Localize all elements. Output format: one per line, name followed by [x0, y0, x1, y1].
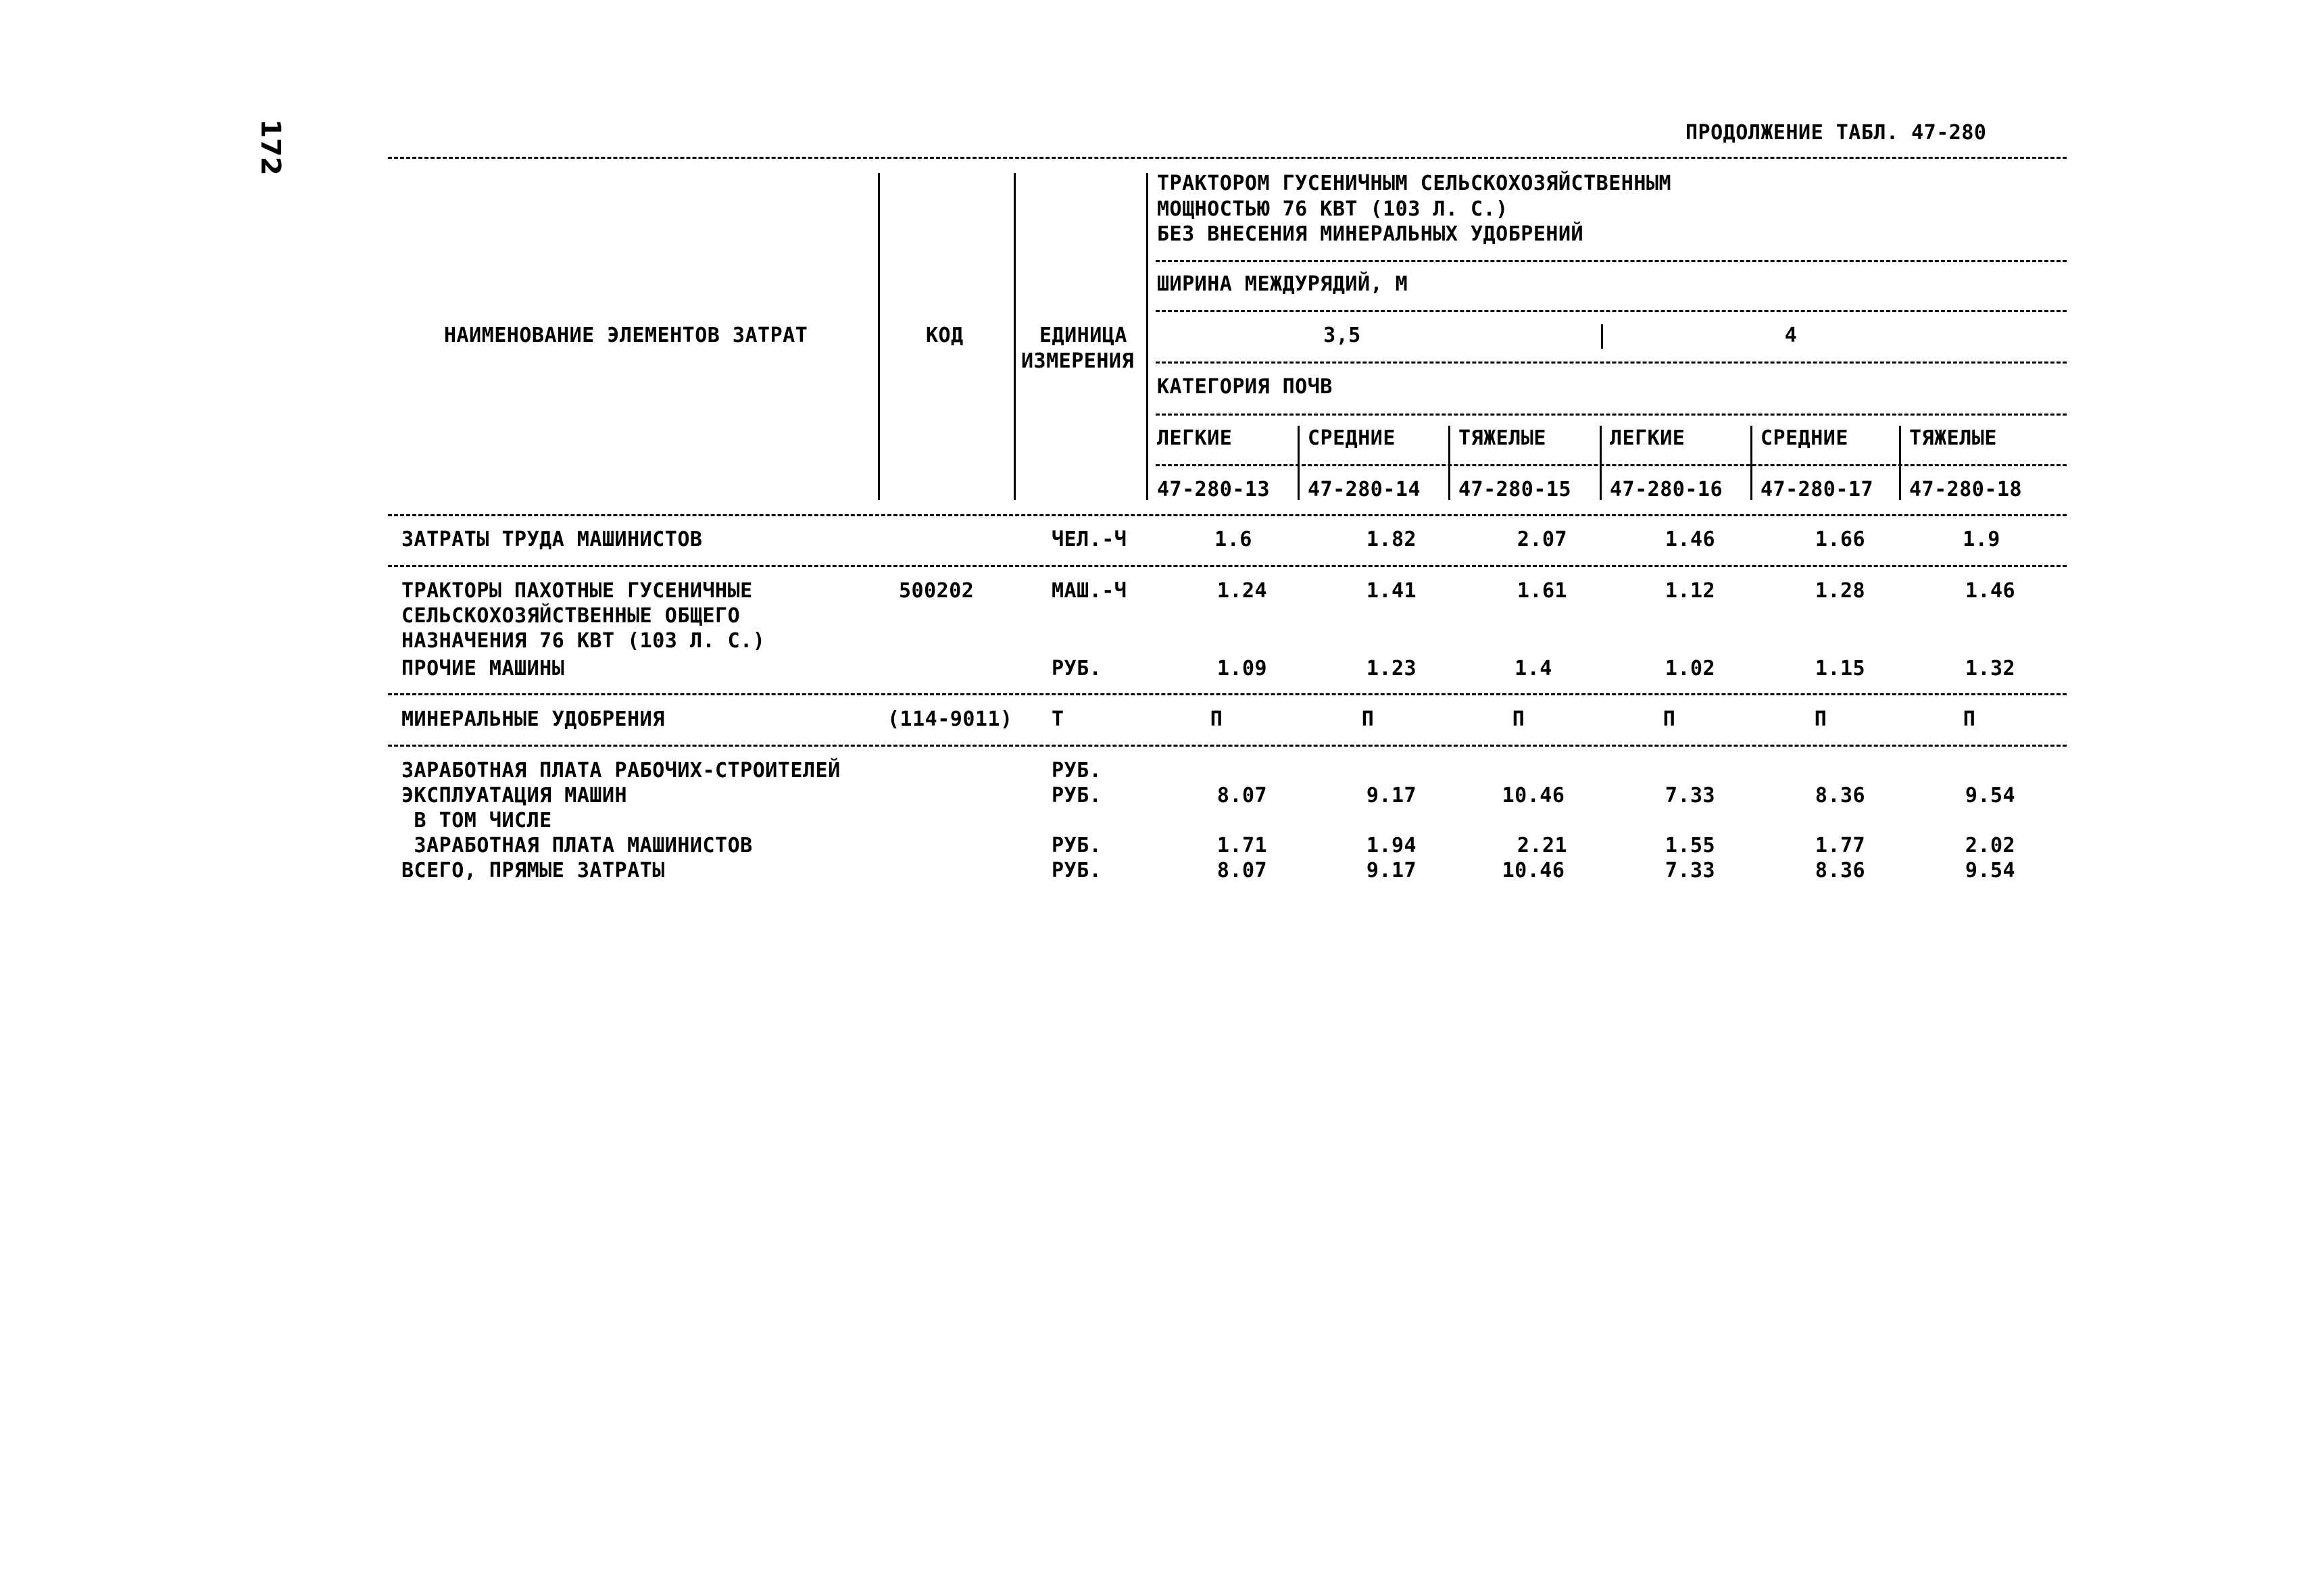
row-machine-operation-value: 7.33 [1665, 784, 1716, 807]
row-tractors-value: 1.41 [1366, 579, 1417, 603]
row-machine-operation-value: 10.46 [1502, 784, 1565, 807]
row-fertilizers-value: П [1210, 707, 1223, 731]
row-including-label: В ТОМ ЧИСЛЕ [401, 809, 552, 832]
row-operator-wages-unit: РУБ. [1052, 834, 1102, 857]
header-name-col: НАИМЕНОВАНИЕ ЭЛЕМЕНТОВ ЗАТРАТ [444, 324, 808, 347]
header-soil-label: КАТЕГОРИЯ ПОЧВ [1157, 375, 1333, 399]
row-labor-value: 1.6 [1214, 528, 1252, 551]
row-machine-operation-name: ЭКСПЛУАТАЦИЯ МАШИН [401, 784, 628, 807]
row-operator-wages-value: 1.71 [1216, 834, 1268, 857]
rule-top [388, 157, 2067, 159]
row-labor-value: 1.66 [1815, 528, 1866, 551]
row-workers-wages-name: ЗАРАБОТНАЯ ПЛАТА РАБОЧИХ-СТРОИТЕЛЕЙ [401, 759, 841, 782]
row-other-machines-unit: РУБ. [1052, 657, 1102, 680]
header-row-width-label: ШИРИНА МЕЖДУРЯДИЙ, М [1157, 272, 1408, 296]
row-other-machines-value: 1.09 [1216, 657, 1268, 680]
header-title-line-2: МОЩНОСТЬЮ 76 КВТ (103 Л. С.) [1157, 197, 1508, 221]
row-tractors-name-line-2: СЕЛЬСКОХОЗЯЙСТВЕННЫЕ ОБЩЕГО [401, 604, 741, 628]
rule-body-3 [388, 745, 2067, 747]
row-operator-wages-value: 1.77 [1815, 834, 1866, 857]
row-machine-operation-value: 8.07 [1216, 784, 1268, 807]
row-machine-operation-value: 8.36 [1815, 784, 1866, 807]
header-column-code: 47-280-16 [1610, 478, 1723, 501]
row-fertilizers-value: П [1814, 707, 1827, 731]
vline-soil-5 [1899, 426, 1901, 500]
header-column-code: 47-280-18 [1909, 478, 2023, 501]
row-fertilizers-value: П [1963, 707, 1976, 731]
row-total-direct-costs-value: 7.33 [1665, 859, 1716, 882]
header-column-code: 47-280-14 [1308, 478, 1421, 501]
row-fertilizers-value: П [1663, 707, 1676, 731]
row-fertilizers-value: П [1361, 707, 1375, 731]
header-unit-col-1: ЕДИНИЦА [1039, 324, 1127, 347]
row-operator-wages-value: 2.21 [1517, 834, 1568, 857]
header-soil-type: ЛЕГКИЕ [1157, 426, 1233, 450]
row-total-direct-costs-value: 8.07 [1216, 859, 1268, 882]
row-tractors-name-line-1: ТРАКТОРЫ ПАХОТНЫЕ ГУСЕНИЧНЫЕ [401, 579, 753, 603]
row-operator-wages-name: ЗАРАБОТНАЯ ПЛАТА МАШИНИСТОВ [401, 834, 753, 857]
header-title-line-1: ТРАКТОРОМ ГУСЕНИЧНЫМ СЕЛЬСКОХОЗЯЙСТВЕННЫМ [1157, 172, 1672, 195]
row-total-direct-costs-value: 9.54 [1965, 859, 2016, 882]
rule-header-3 [1156, 361, 2067, 364]
row-operator-wages-value: 2.02 [1965, 834, 2016, 857]
row-workers-wages-unit: РУБ. [1052, 759, 1102, 782]
rule-header-bottom [388, 514, 2067, 516]
row-total-direct-costs-value: 8.36 [1815, 859, 1866, 882]
row-tractors-value: 1.46 [1965, 579, 2016, 603]
header-title-line-3: БЕЗ ВНЕСЕНИЯ МИНЕРАЛЬНЫХ УДОБРЕНИЙ [1157, 222, 1584, 246]
header-soil-type: СРЕДНИЕ [1308, 426, 1396, 450]
rule-header-1 [1156, 260, 2067, 262]
row-labor-value: 2.07 [1517, 528, 1568, 551]
vline-unit-data [1146, 173, 1148, 500]
row-labor-value: 1.82 [1366, 528, 1417, 551]
header-column-code: 47-280-15 [1458, 478, 1572, 501]
header-soil-type: ЛЕГКИЕ [1610, 426, 1685, 450]
row-fertilizers-value: П [1512, 707, 1525, 731]
row-machine-operation-value: 9.54 [1965, 784, 2016, 807]
row-fertilizers-name: МИНЕРАЛЬНЫЕ УДОБРЕНИЯ [401, 707, 665, 731]
table-continuation-title: ПРОДОЛЖЕНИЕ ТАБЛ. 47-280 [1685, 121, 1987, 145]
row-total-direct-costs-name: ВСЕГО, ПРЯМЫЕ ЗАТРАТЫ [401, 859, 665, 882]
row-operator-wages-value: 1.94 [1366, 834, 1417, 857]
header-soil-type: СРЕДНИЕ [1761, 426, 1848, 450]
vline-soil-1 [1298, 426, 1300, 500]
row-tractors-unit: МАШ.-Ч [1052, 579, 1127, 603]
header-width-4: 4 [1784, 324, 1798, 347]
row-tractors-value: 1.61 [1517, 579, 1568, 603]
rule-header-2 [1156, 310, 2067, 312]
row-fertilizers-code: (114-9011) [887, 707, 1013, 731]
header-column-code: 47-280-13 [1157, 478, 1271, 501]
page-number: 172 [255, 119, 286, 176]
rule-header-5 [1156, 464, 2067, 466]
header-code-col: КОД [926, 324, 964, 347]
rule-body-1 [388, 565, 2067, 567]
row-operator-wages-value: 1.55 [1665, 834, 1716, 857]
row-other-machines-value: 1.4 [1515, 657, 1552, 680]
rule-header-4 [1156, 414, 2067, 416]
vline-name-code [878, 173, 880, 500]
row-machine-operation-unit: РУБ. [1052, 784, 1102, 807]
row-total-direct-costs-value: 10.46 [1502, 859, 1565, 882]
row-other-machines-value: 1.02 [1665, 657, 1716, 680]
row-labor-unit: ЧЕЛ.-Ч [1052, 528, 1127, 551]
row-machine-operation-value: 9.17 [1366, 784, 1417, 807]
row-other-machines-value: 1.23 [1366, 657, 1417, 680]
row-tractors-code: 500202 [899, 579, 975, 603]
row-labor-value: 1.9 [1963, 528, 2000, 551]
header-width-3-5: 3,5 [1323, 324, 1361, 347]
row-tractors-value: 1.28 [1815, 579, 1866, 603]
vline-soil-4 [1750, 426, 1752, 500]
rule-body-2 [388, 693, 2067, 695]
row-tractors-value: 1.12 [1665, 579, 1716, 603]
vline-soil-2 [1448, 426, 1450, 500]
header-unit-col-2: ИЗМЕРЕНИЯ [1021, 349, 1135, 373]
vline-soil-3 [1600, 426, 1602, 500]
row-total-direct-costs-value: 9.17 [1366, 859, 1417, 882]
row-labor-value: 1.46 [1665, 528, 1716, 551]
row-other-machines-value: 1.15 [1815, 657, 1866, 680]
row-total-direct-costs-unit: РУБ. [1052, 859, 1102, 882]
row-fertilizers-unit: Т [1052, 707, 1064, 731]
header-soil-type: ТЯЖЕЛЫЕ [1458, 426, 1546, 450]
header-column-code: 47-280-17 [1761, 478, 1874, 501]
row-tractors-name-line-3: НАЗНАЧЕНИЯ 76 КВТ (103 Л. С.) [401, 629, 766, 653]
vline-width [1601, 324, 1603, 349]
row-other-machines-value: 1.32 [1965, 657, 2016, 680]
row-labor-name: ЗАТРАТЫ ТРУДА МАШИНИСТОВ [401, 528, 703, 551]
header-soil-type: ТЯЖЕЛЫЕ [1909, 426, 1997, 450]
row-tractors-value: 1.24 [1216, 579, 1268, 603]
row-other-machines-name: ПРОЧИЕ МАШИНЫ [401, 657, 565, 680]
vline-code-unit [1014, 173, 1016, 500]
